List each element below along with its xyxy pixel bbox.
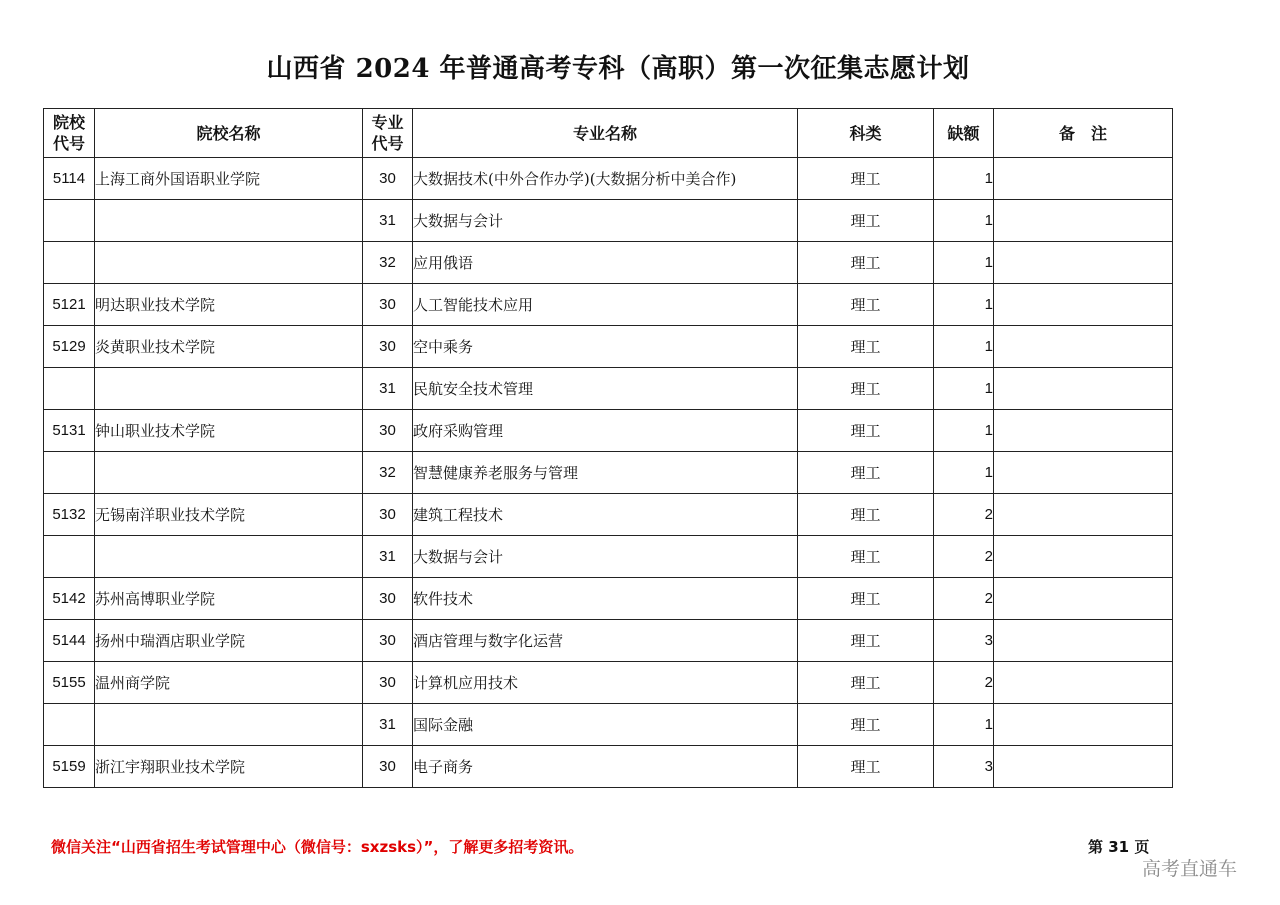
school-code-cell: 5132 bbox=[44, 494, 95, 536]
table-row bbox=[44, 620, 1173, 662]
major-code-cell: 30 bbox=[363, 494, 413, 536]
category-cell: 理工 bbox=[798, 662, 934, 704]
major-name-cell: 软件技术 bbox=[413, 578, 798, 620]
school-name-cell: 无锡南洋职业技术学院 bbox=[95, 494, 363, 536]
school-name-cell bbox=[95, 368, 363, 410]
school-name-cell bbox=[95, 704, 363, 746]
major-code-cell: 30 bbox=[363, 578, 413, 620]
major-code-cell: 31 bbox=[363, 536, 413, 578]
remarks-cell bbox=[994, 242, 1173, 284]
vacancies-cell: 1 bbox=[934, 284, 994, 326]
vacancies-cell: 1 bbox=[934, 326, 994, 368]
school-code-cell: 5142 bbox=[44, 578, 95, 620]
major-code-cell: 30 bbox=[363, 284, 413, 326]
table-row bbox=[44, 326, 1173, 368]
remarks-cell bbox=[994, 662, 1173, 704]
major-code-cell: 30 bbox=[363, 158, 413, 200]
table-row bbox=[44, 662, 1173, 704]
school-code-cell bbox=[44, 536, 95, 578]
table-row bbox=[44, 200, 1173, 242]
category-cell: 理工 bbox=[798, 746, 934, 788]
remarks-cell bbox=[994, 536, 1173, 578]
table-body bbox=[44, 158, 1173, 788]
school-name-cell: 炎黄职业技术学院 bbox=[95, 326, 363, 368]
school-code-cell bbox=[44, 452, 95, 494]
category-cell: 理工 bbox=[798, 368, 934, 410]
category-cell: 理工 bbox=[798, 158, 934, 200]
remarks-cell bbox=[994, 452, 1173, 494]
header-vacancies: 缺额 bbox=[934, 109, 994, 158]
header-school-code-line2: 代号 bbox=[52, 134, 85, 153]
school-name-cell: 浙江宇翔职业技术学院 bbox=[95, 746, 363, 788]
school-code-cell bbox=[44, 200, 95, 242]
school-name-cell: 苏州高博职业学院 bbox=[95, 578, 363, 620]
school-name-cell bbox=[95, 452, 363, 494]
school-name-cell: 扬州中瑞酒店职业学院 bbox=[95, 620, 363, 662]
school-name-cell: 钟山职业技术学院 bbox=[95, 410, 363, 452]
page-number: 第 31 页 bbox=[1088, 838, 1150, 856]
header-remarks: 备 注 bbox=[994, 109, 1173, 158]
table-row bbox=[44, 284, 1173, 326]
plan-table bbox=[43, 108, 1173, 788]
school-name-cell: 温州商学院 bbox=[95, 662, 363, 704]
category-cell: 理工 bbox=[798, 326, 934, 368]
table-row bbox=[44, 494, 1173, 536]
remarks-cell bbox=[994, 578, 1173, 620]
category-cell: 理工 bbox=[798, 284, 934, 326]
table-row bbox=[44, 452, 1173, 494]
school-code-cell bbox=[44, 242, 95, 284]
category-cell: 理工 bbox=[798, 200, 934, 242]
school-name-cell bbox=[95, 242, 363, 284]
major-code-cell: 30 bbox=[363, 410, 413, 452]
category-cell: 理工 bbox=[798, 620, 934, 662]
watermark: 高考直通车 bbox=[1142, 858, 1238, 880]
category-cell: 理工 bbox=[798, 704, 934, 746]
category-cell: 理工 bbox=[798, 452, 934, 494]
vacancies-cell: 1 bbox=[934, 242, 994, 284]
table-row bbox=[44, 746, 1173, 788]
header-school-code-line1: 院校 bbox=[52, 113, 85, 132]
school-code-cell bbox=[44, 368, 95, 410]
school-name-cell: 上海工商外国语职业学院 bbox=[95, 158, 363, 200]
major-name-cell: 大数据技术(中外合作办学)(大数据分析中美合作) bbox=[413, 158, 798, 200]
school-code-cell: 5114 bbox=[44, 158, 95, 200]
school-code-cell: 5121 bbox=[44, 284, 95, 326]
vacancies-cell: 2 bbox=[934, 578, 994, 620]
table-row bbox=[44, 578, 1173, 620]
table-row bbox=[44, 410, 1173, 452]
table-row bbox=[44, 158, 1173, 200]
major-name-cell: 国际金融 bbox=[413, 704, 798, 746]
remarks-cell bbox=[994, 704, 1173, 746]
table-row bbox=[44, 368, 1173, 410]
remarks-cell bbox=[994, 494, 1173, 536]
header-major-name: 专业名称 bbox=[413, 109, 798, 158]
major-name-cell: 大数据与会计 bbox=[413, 200, 798, 242]
major-name-cell: 政府采购管理 bbox=[413, 410, 798, 452]
page-title: 山西省 2024 年普通高考专科（高职）第一次征集志愿计划 bbox=[266, 54, 970, 84]
major-name-cell: 电子商务 bbox=[413, 746, 798, 788]
major-name-cell: 酒店管理与数字化运营 bbox=[413, 620, 798, 662]
remarks-cell bbox=[994, 620, 1173, 662]
major-code-cell: 31 bbox=[363, 704, 413, 746]
school-code-cell: 5159 bbox=[44, 746, 95, 788]
major-code-cell: 31 bbox=[363, 368, 413, 410]
vacancies-cell: 1 bbox=[934, 158, 994, 200]
school-name-cell: 明达职业技术学院 bbox=[95, 284, 363, 326]
remarks-cell bbox=[994, 284, 1173, 326]
major-code-cell: 30 bbox=[363, 326, 413, 368]
remarks-cell bbox=[994, 410, 1173, 452]
header-major-code bbox=[363, 109, 413, 158]
vacancies-cell: 1 bbox=[934, 452, 994, 494]
major-code-cell: 32 bbox=[363, 242, 413, 284]
wechat-follow-note: 微信关注“山西省招生考试管理中心（微信号：sxzsks）”，了解更多招考资讯。 bbox=[51, 838, 584, 856]
major-name-cell: 民航安全技术管理 bbox=[413, 368, 798, 410]
remarks-cell bbox=[994, 368, 1173, 410]
remarks-cell bbox=[994, 746, 1173, 788]
school-code-cell bbox=[44, 704, 95, 746]
category-cell: 理工 bbox=[798, 536, 934, 578]
category-cell: 理工 bbox=[798, 494, 934, 536]
major-code-cell: 30 bbox=[363, 746, 413, 788]
vacancies-cell: 1 bbox=[934, 704, 994, 746]
school-name-cell bbox=[95, 200, 363, 242]
school-code-cell: 5155 bbox=[44, 662, 95, 704]
major-name-cell: 应用俄语 bbox=[413, 242, 798, 284]
vacancies-cell: 2 bbox=[934, 662, 994, 704]
major-name-cell: 计算机应用技术 bbox=[413, 662, 798, 704]
header-major-code-line2: 代号 bbox=[371, 134, 404, 153]
header-category: 科类 bbox=[798, 109, 934, 158]
major-code-cell: 30 bbox=[363, 662, 413, 704]
category-cell: 理工 bbox=[798, 578, 934, 620]
major-name-cell: 建筑工程技术 bbox=[413, 494, 798, 536]
major-name-cell: 人工智能技术应用 bbox=[413, 284, 798, 326]
table-row bbox=[44, 536, 1173, 578]
remarks-cell bbox=[994, 200, 1173, 242]
major-name-cell: 智慧健康养老服务与管理 bbox=[413, 452, 798, 494]
vacancies-cell: 1 bbox=[934, 368, 994, 410]
remarks-cell bbox=[994, 158, 1173, 200]
major-code-cell: 30 bbox=[363, 620, 413, 662]
table-row bbox=[44, 704, 1173, 746]
category-cell: 理工 bbox=[798, 242, 934, 284]
header-school-name: 院校名称 bbox=[95, 109, 363, 158]
vacancies-cell: 1 bbox=[934, 410, 994, 452]
school-name-cell bbox=[95, 536, 363, 578]
school-code-cell: 5144 bbox=[44, 620, 95, 662]
vacancies-cell: 2 bbox=[934, 536, 994, 578]
vacancies-cell: 2 bbox=[934, 494, 994, 536]
vacancies-cell: 1 bbox=[934, 200, 994, 242]
header-major-code-line1: 专业 bbox=[371, 113, 404, 132]
major-code-cell: 32 bbox=[363, 452, 413, 494]
remarks-cell bbox=[994, 326, 1173, 368]
major-name-cell: 空中乘务 bbox=[413, 326, 798, 368]
major-code-cell: 31 bbox=[363, 200, 413, 242]
table-header-row bbox=[44, 109, 1173, 158]
vacancies-cell: 3 bbox=[934, 746, 994, 788]
vacancies-cell: 3 bbox=[934, 620, 994, 662]
category-cell: 理工 bbox=[798, 410, 934, 452]
table-row bbox=[44, 242, 1173, 284]
major-name-cell: 大数据与会计 bbox=[413, 536, 798, 578]
school-code-cell: 5129 bbox=[44, 326, 95, 368]
header-school-code bbox=[44, 109, 95, 158]
school-code-cell: 5131 bbox=[44, 410, 95, 452]
